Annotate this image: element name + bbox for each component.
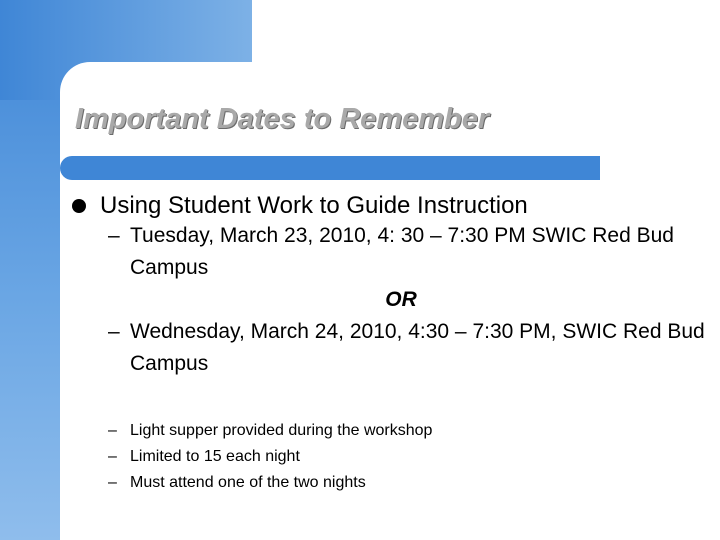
note-item [72,418,712,444]
dash-marker: – [108,474,117,491]
dash-marker: – [108,320,120,343]
dash-marker: – [108,422,117,439]
slide-content [72,192,712,496]
main-bullet [72,192,712,220]
dash-marker: – [108,224,120,247]
main-bullet-text: Using Student Work to Guide Instruction [100,192,528,219]
note-text: Light supper provided during the workshop [130,422,433,439]
session-item [72,220,712,284]
session-1-text: Tuesday, March 23, 2010, 4: 30 – 7:30 PM SWIC Red Bud Campus [130,224,674,279]
note-text: Must attend one of the two nights [130,474,366,491]
or-text: OR [385,288,417,311]
note-item [72,470,712,496]
slide-title: Important Dates to Remember [75,103,490,135]
spacer [72,380,712,418]
bullet-icon [72,199,86,213]
session-item [72,316,712,380]
note-item [72,444,712,470]
or-separator [72,284,712,316]
title-underline-bar [60,156,600,180]
note-text: Limited to 15 each night [130,448,300,465]
session-2-text: Wednesday, March 24, 2010, 4:30 – 7:30 PM, SWIC Red Bud Campus [130,320,705,375]
dash-marker: – [108,448,117,465]
